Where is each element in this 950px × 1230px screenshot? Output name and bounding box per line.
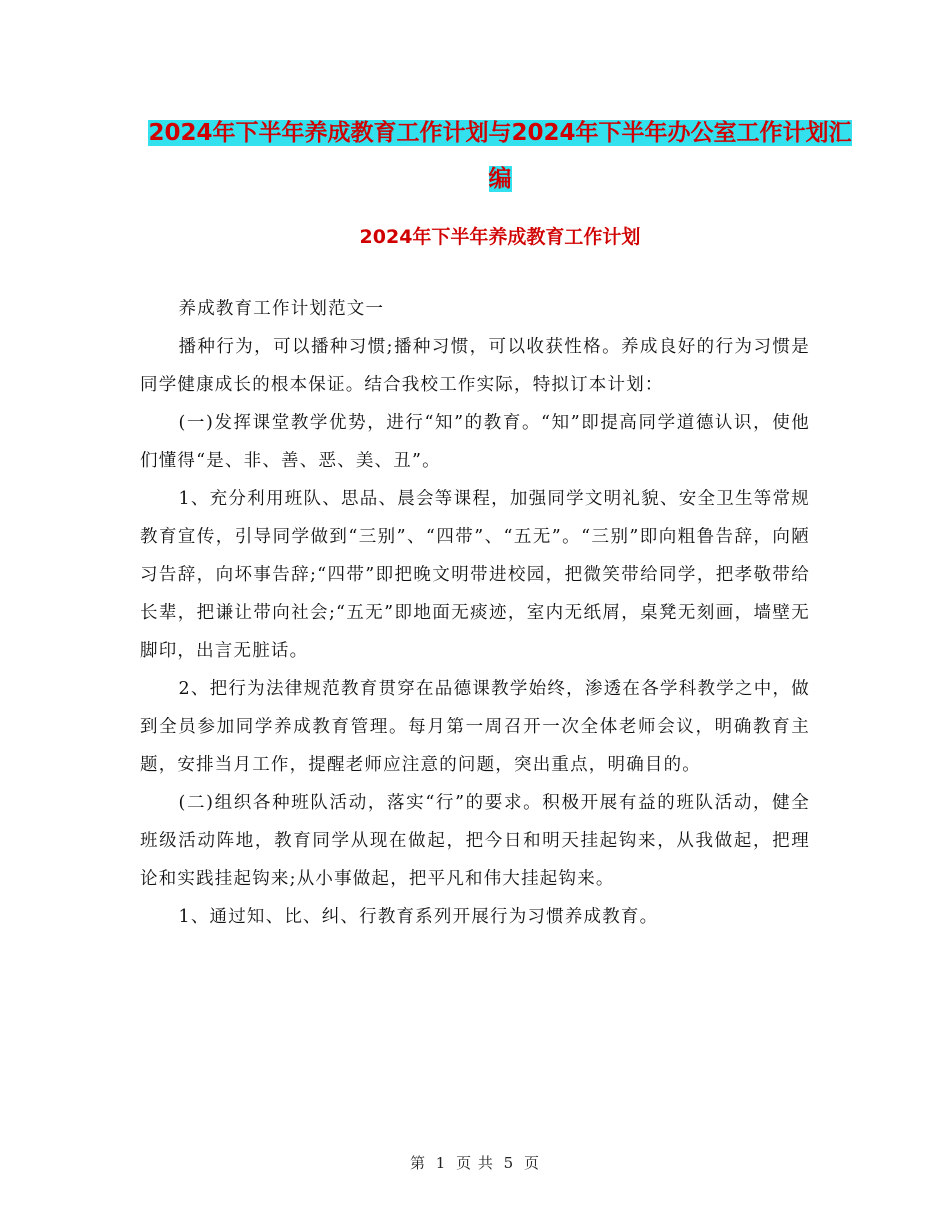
paragraph: 1、充分利用班队、思品、晨会等课程，加强同学文明礼貌、安全卫生等常规教育宣传，引导同学做到“三别”、“四带”、“五无”。“三别”即向粗鲁告辞，向陋习告辞，向坏事告辞;“四带”即把晚文明带进校园，把微笑带给同学，把孝敬带给长辈，把谦让带向社会;“五无”即地面无痰迹，室内无纸屑，桌凳无刻画，墙壁无脚印，出言无脏话。 <box>140 489 810 661</box>
footer-suffix: 页 <box>524 1154 541 1172</box>
paragraph: 2、把行为法律规范教育贯穿在品德课教学始终，渗透在各学科教学之中，做到全员参加同学养成教育管理。每月第一周召开一次全体老师会议，明确教育主题，安排当月工作，提醒老师应注意的问题，突出重点，明确目的。 <box>140 679 810 775</box>
document-title <box>140 110 860 202</box>
paragraph: (二)组织各种班队活动，落实“行”的要求。积极开展有益的班队活动，健全班级活动阵地，教育同学从现在做起，把今日和明天挂起钩来，从我做起，把理论和实践挂起钩来;从小事做起，把平凡和伟大挂起钩来。 <box>140 793 810 889</box>
document-body <box>140 290 810 936</box>
footer-page-number: 1 <box>435 1154 447 1172</box>
footer-middle: 页 共 <box>456 1154 494 1172</box>
footer-total-pages: 5 <box>503 1154 515 1172</box>
paragraph-heading: 养成教育工作计划范文一 <box>178 299 385 319</box>
footer-prefix: 第 <box>409 1154 426 1172</box>
document-title-text: 2024年下半年养成教育工作计划与2024年下半年办公室工作计划汇编 <box>148 120 852 192</box>
paragraph: (一)发挥课堂教学优势，进行“知”的教育。“知”即提高同学道德认识，使他们懂得“是、非、善、恶、美、丑”。 <box>140 413 810 471</box>
section-title: 2024年下半年养成教育工作计划 <box>359 226 641 248</box>
page-footer <box>0 1152 950 1173</box>
paragraph: 1、通过知、比、纠、行教育系列开展行为习惯养成教育。 <box>178 907 659 927</box>
paragraph: 播种行为，可以播种习惯;播种习惯，可以收获性格。养成良好的行为习惯是同学健康成长的根本保证。结合我校工作实际，特拟订本计划： <box>140 337 810 395</box>
